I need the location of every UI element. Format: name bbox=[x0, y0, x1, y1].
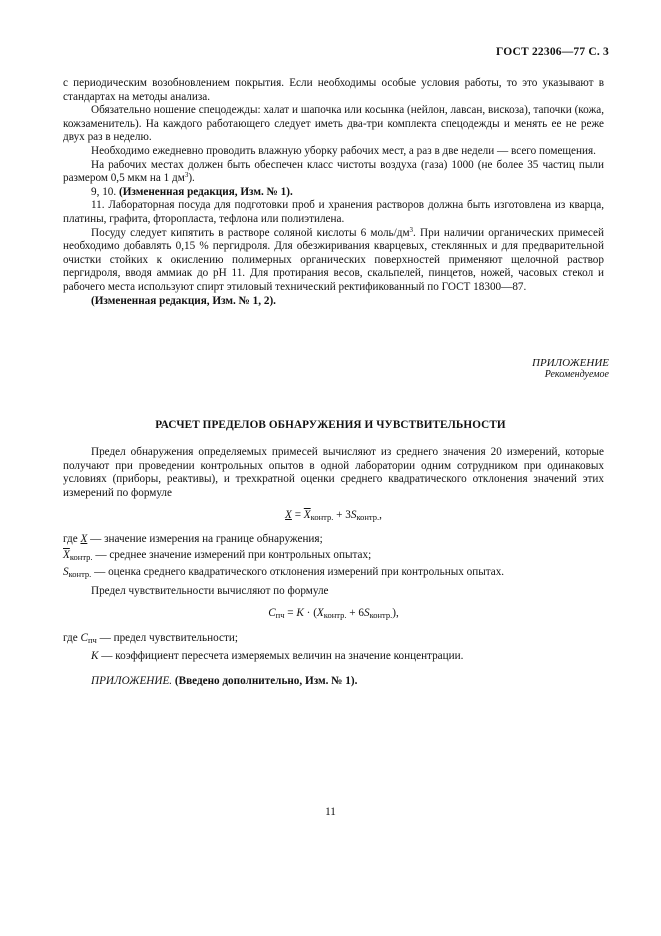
superscript: 3 bbox=[184, 171, 189, 180]
calc-paragraph-2: Предел чувствительности вычисляют по формуле bbox=[91, 584, 329, 597]
formula-subscript: контр. bbox=[310, 512, 334, 523]
definition-4 bbox=[63, 632, 604, 648]
paragraph-7-text: Посуду следует кипятить в растворе соляной кислоты 6 моль/дм bbox=[91, 226, 410, 239]
formula-punctuation: ), bbox=[392, 607, 399, 620]
definition-1 bbox=[63, 533, 604, 547]
formula-symbol: S bbox=[350, 509, 357, 522]
formula-subscript: пч bbox=[275, 610, 285, 621]
paragraph-8 bbox=[63, 295, 604, 309]
appendix-title: ПРИЛОЖЕНИЕ bbox=[532, 357, 609, 369]
where-word: где bbox=[63, 631, 81, 644]
definition-3 bbox=[63, 566, 604, 582]
revision-note: (Измененная редакция, Изм. № 1, 2). bbox=[91, 294, 276, 307]
formula-subscript: контр. bbox=[356, 512, 380, 523]
paragraph-1: с периодическим возобновлением покрытия. Если необходимы особые условия работы, то это указывают в стандартах на методы анализа. bbox=[63, 77, 604, 103]
definition-symbol: K bbox=[91, 649, 99, 662]
formula-operator: = bbox=[291, 509, 304, 522]
formula-operator: = bbox=[284, 607, 297, 620]
paragraph-7 bbox=[63, 227, 604, 295]
where-word: где bbox=[63, 532, 81, 545]
definition-symbol: S bbox=[63, 566, 69, 579]
appendix-note bbox=[63, 675, 604, 689]
appendix-status: Рекомендуемое bbox=[544, 369, 609, 380]
section-1-text bbox=[63, 77, 604, 308]
formula-symbol: C bbox=[268, 607, 276, 620]
formula-symbol: X bbox=[316, 607, 324, 620]
clause-number: 9, 10. bbox=[91, 185, 119, 198]
page-number: 11 bbox=[325, 806, 336, 818]
revision-note: (Измененная редакция, Изм. № 1). bbox=[118, 185, 293, 198]
superscript: 3 bbox=[409, 225, 414, 234]
definition-symbol: $\overline{X}$ bbox=[63, 548, 70, 561]
appendix-label bbox=[532, 357, 609, 381]
definition-text: — коэффициент пересчета измеряемых величин на значение концентрации. bbox=[98, 649, 464, 662]
formula-subscript: контр. bbox=[323, 610, 347, 621]
paragraph-4-end: ). bbox=[188, 172, 195, 185]
paragraph-5 bbox=[63, 186, 604, 200]
formula-operator: · ( bbox=[303, 607, 317, 620]
paragraph-6: 11. Лабораторная посуда для подготовки проб и хранения растворов должна быть изготовлена из кварца, платины, графита, фторопласта, тефлона или полиэтилена. bbox=[63, 199, 604, 225]
definition-5 bbox=[63, 650, 604, 664]
appendix-note-label: ПРИЛОЖЕНИЕ. bbox=[91, 675, 173, 688]
formula-subscript: контр. bbox=[369, 610, 393, 621]
appendix-note-revision: (Введено дополнительно, Изм. № 1). bbox=[172, 675, 358, 688]
section-title: РАСЧЕТ ПРЕДЕЛОВ ОБНАРУЖЕНИЯ И ЧУВСТВИТЕЛЬНОСТИ bbox=[155, 419, 506, 431]
definition-text: — значение измерения на границе обнаружения; bbox=[87, 532, 323, 545]
definition-text: — оценка среднего квадратического отклонения измерений при контрольных опытах. bbox=[91, 566, 505, 579]
definition-symbol: X bbox=[80, 532, 88, 545]
paragraph-4 bbox=[63, 159, 604, 186]
paragraph-4-text: На рабочих местах должен быть обеспечен класс чистоты воздуха (газа) 1000 (не более 35 частиц пыли размером 0,5 мкм на 1 дм bbox=[63, 158, 604, 185]
formula-symbol: K bbox=[296, 607, 304, 620]
formula-punctuation: , bbox=[379, 509, 382, 522]
formula-symbol: $\overline{X}$ bbox=[303, 509, 311, 522]
section-2-text bbox=[63, 446, 604, 689]
calc-paragraph-1: Предел обнаружения определяемых примесей вычисляют из среднего значения 20 измерений, которые получают при проведении контрольных опытов в одной лаборатории одним сотрудником при одинаковых условиях (приборы, реактивы), и трехкратной оценки среднего квадратического отклонения значений этих измерений по формуле bbox=[63, 446, 604, 499]
formula-detection-limit bbox=[63, 509, 604, 525]
definition-subscript: пч bbox=[87, 634, 97, 645]
formula-operator: + 6 bbox=[346, 607, 364, 620]
definition-text: — среднее значение измерений при контрольных опытах; bbox=[92, 548, 372, 561]
formula-symbol: X bbox=[285, 509, 292, 522]
page-header: ГОСТ 22306—77 С. 3 bbox=[496, 46, 609, 58]
definition-subscript: контр. bbox=[68, 569, 92, 580]
formula-symbol: S bbox=[363, 607, 370, 620]
paragraph-3: Необходимо ежедневно проводить влажную уборку рабочих мест, а раз в две недели — всего помещения. bbox=[91, 144, 596, 157]
paragraph-2: Обязательно ношение спецодежды: халат и шапочка или косынка (нейлон, лавсан, вискоза), тапочки (кожа, кожзаменитель). На каждого работающего следует иметь два-три комплекта спецодежды и менять ее не реже двух раз в неделю. bbox=[63, 104, 604, 144]
definition-symbol: C bbox=[80, 631, 88, 644]
definition-subscript: контр. bbox=[69, 551, 93, 562]
definition-2 bbox=[63, 549, 604, 565]
formula-sensitivity-limit bbox=[63, 607, 604, 623]
paragraph-7-rest: . При наличии органических примесей необходимо добавлять 0,15 % пергидроля. Для обезжиривания кварцевых, стеклянных и для предварительной очистки стойких к окислению полимерных органических поверхностей применяют щелочной раствор пергидроля, вводя аммиак до pH 11. Для протирания весов, скальпелей, пинцетов, ножей, часовых стекол и рабочего места используют спирт этиловый технический ректификованный по ГОСТ 18300—87. bbox=[63, 226, 604, 293]
definition-text: — предел чувствительности; bbox=[96, 631, 238, 644]
formula-operator: + 3 bbox=[333, 509, 351, 522]
